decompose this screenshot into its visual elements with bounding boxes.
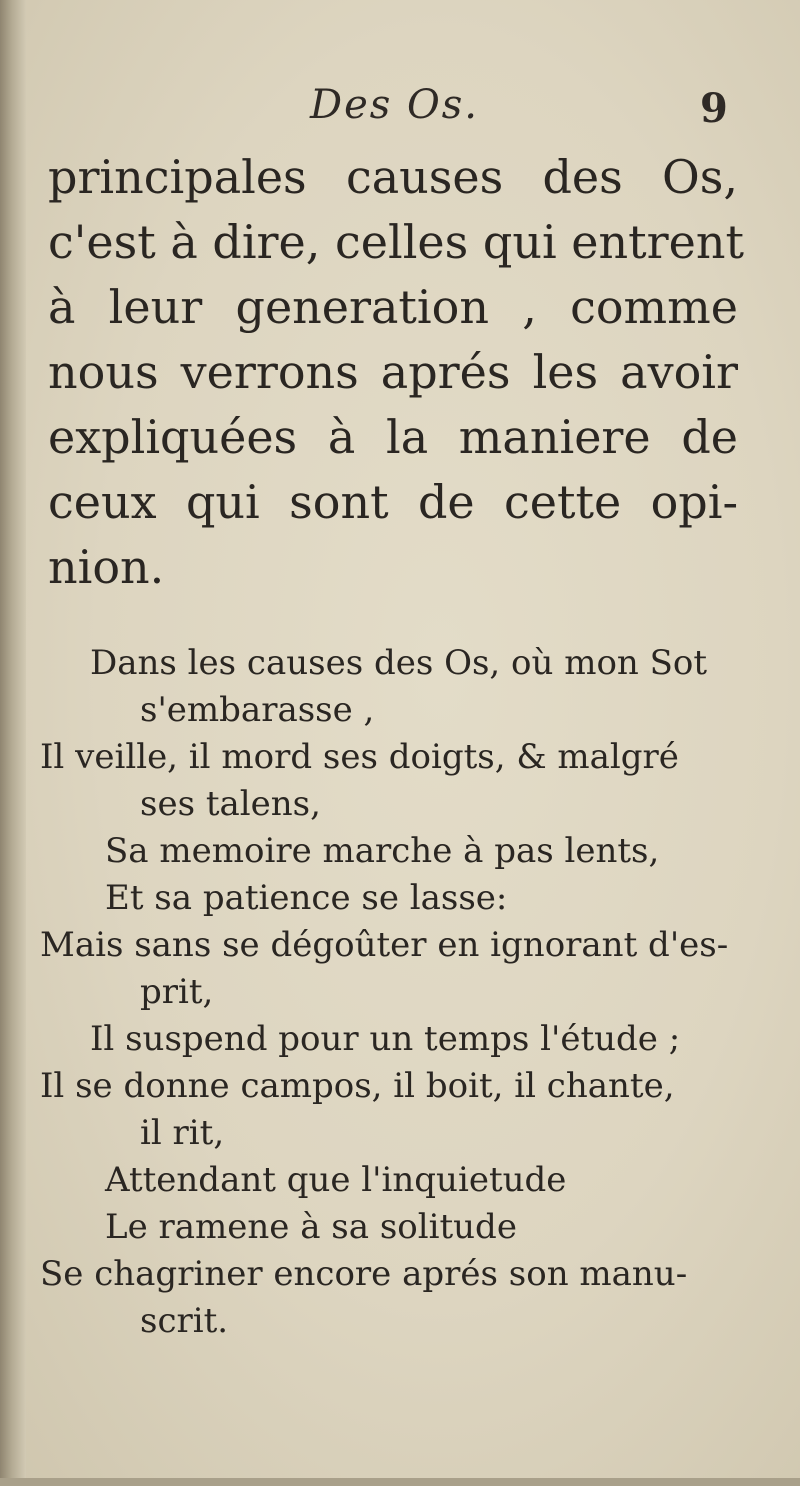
prose-line: expliquées à la maniere de <box>48 410 738 464</box>
verse-line: Il se donne campos, il boit, il chante, <box>40 1066 675 1106</box>
verse-line: ses talens, <box>140 784 321 824</box>
running-head: Des Os. <box>310 82 480 128</box>
prose-line: c'est à dire, celles qui entrent <box>48 215 744 269</box>
prose-line: nion. <box>48 540 165 594</box>
prose-line: nous verrons aprés les avoir <box>48 345 738 399</box>
verse-line: Dans les causes des Os, où mon Sot <box>90 643 708 683</box>
page-bottom-edge <box>0 1478 800 1486</box>
verse-stanza <box>40 640 740 1345</box>
prose-line: à leur generation , comme <box>48 280 738 334</box>
prose-line: principales causes des Os, <box>48 150 738 204</box>
binding-gutter <box>0 0 26 1486</box>
prose-line: ceux qui sont de cette opi- <box>48 475 738 529</box>
verse-line: Attendant que l'inquietude <box>105 1160 567 1200</box>
verse-line: Il suspend pour un temps l'étude ; <box>90 1019 681 1059</box>
verse-line: scrit. <box>140 1301 229 1341</box>
verse-line: Et sa patience se lasse: <box>105 878 508 918</box>
page-number: 9 <box>700 85 728 132</box>
verse-line: Il veille, il mord ses doigts, & malgré <box>40 737 679 777</box>
verse-line: Mais sans se dégoûter en ignorant d'es- <box>40 925 729 965</box>
prose-paragraph <box>48 145 744 600</box>
verse-line: prit, <box>140 972 214 1012</box>
verse-line: Le ramene à sa solitude <box>105 1207 517 1247</box>
verse-line: il rit, <box>140 1113 225 1153</box>
verse-line: Sa memoire marche à pas lents, <box>105 831 660 871</box>
verse-line: Se chagriner encore aprés son manu- <box>40 1254 688 1294</box>
verse-line: s'embarasse , <box>140 690 375 730</box>
